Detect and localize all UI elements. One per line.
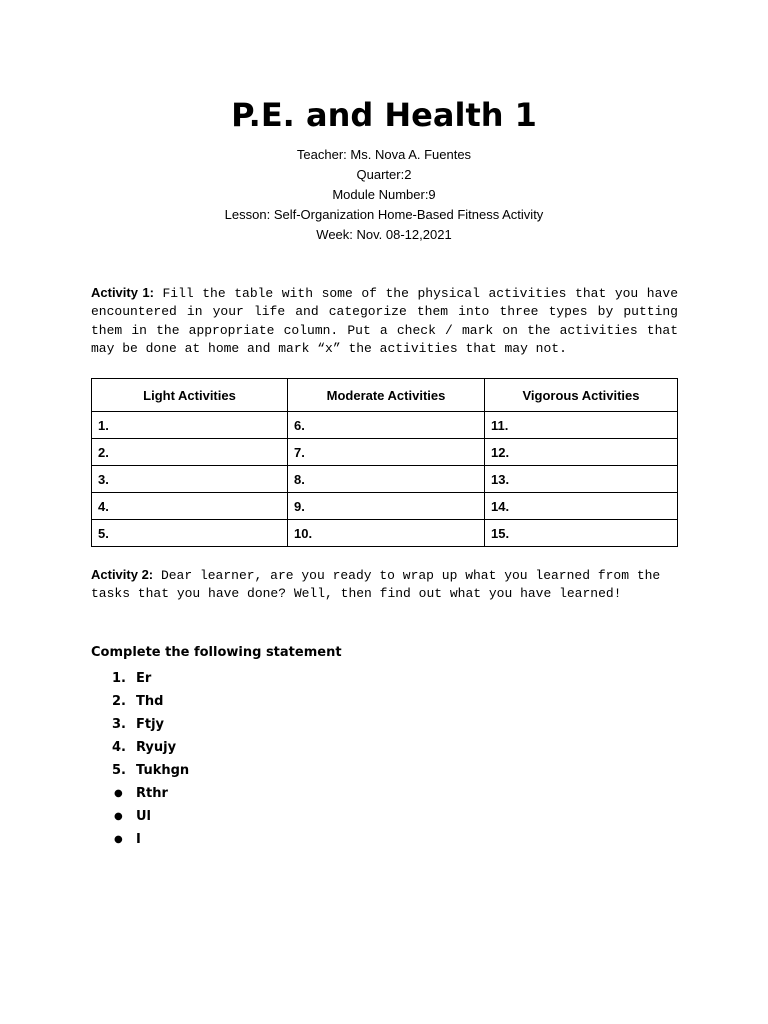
bullet-item-text: Ul (136, 809, 152, 824)
list-item (112, 667, 189, 690)
header-moderate-activities: Moderate Activities (288, 379, 485, 412)
table-cell[interactable]: 11. (485, 412, 678, 439)
bullet-icon: ● (114, 834, 123, 845)
activity-1-paragraph (91, 284, 678, 358)
header-light-activities: Light Activities (92, 379, 288, 412)
bullet-item (112, 805, 189, 828)
table-cell[interactable]: 4. (92, 493, 288, 520)
list-item-text: Ftjy (136, 717, 165, 732)
table-cell[interactable]: 6. (288, 412, 485, 439)
list-item (112, 690, 189, 713)
table-row (92, 439, 678, 466)
table-cell[interactable]: 5. (92, 520, 288, 547)
bullet-item (112, 782, 189, 805)
list-item-text: Er (136, 671, 152, 686)
list-item-text: Ryujy (136, 740, 177, 755)
table-cell[interactable]: 13. (485, 466, 678, 493)
table-cell[interactable]: 3. (92, 466, 288, 493)
activities-table (91, 378, 678, 547)
table-header-row (92, 379, 678, 412)
list-item (112, 759, 189, 782)
list-item-text: Thd (136, 694, 164, 709)
table-cell[interactable]: 15. (485, 520, 678, 547)
list-number: 3. (112, 717, 126, 732)
table-cell[interactable]: 1. (92, 412, 288, 439)
list-number: 5. (112, 763, 126, 778)
table-cell[interactable]: 8. (288, 466, 485, 493)
quarter-line: Quarter:2 (356, 167, 412, 182)
table-row (92, 520, 678, 547)
activity-1-label: Activity 1: (91, 285, 154, 300)
document-title: P.E. and Health 1 (231, 96, 537, 134)
document-meta (0, 145, 768, 245)
activity-2-label: Activity 2: (91, 567, 154, 582)
activity-2-text: Dear learner, are you ready to wrap up what you learned from the tasks that you have done? Well, then find out what you have learned! (91, 568, 661, 602)
list-item (112, 736, 189, 759)
header-vigorous-activities: Vigorous Activities (485, 379, 678, 412)
week-line: Week: Nov. 08-12,2021 (316, 227, 452, 242)
table-row (92, 493, 678, 520)
activity-2-paragraph (91, 566, 691, 604)
table-cell[interactable]: 14. (485, 493, 678, 520)
list-number: 1. (112, 671, 126, 686)
table-row (92, 466, 678, 493)
module-number-line: Module Number:9 (332, 187, 436, 202)
list-number: 2. (112, 694, 126, 709)
list-number: 4. (112, 740, 126, 755)
list-item-text: Tukhgn (136, 763, 190, 778)
table-cell[interactable]: 7. (288, 439, 485, 466)
bullet-item-text: I (136, 832, 141, 847)
statement-list (112, 667, 189, 851)
list-item (112, 713, 189, 736)
table-row (92, 412, 678, 439)
bullet-item-text: Rthr (136, 786, 168, 801)
lesson-line: Lesson: Self-Organization Home-Based Fitness Activity (224, 207, 544, 222)
teacher-line: Teacher: Ms. Nova A. Fuentes (296, 147, 472, 162)
activity-1-text: Fill the table with some of the physical activities that you have encountered in your life and categorize them into three types by putting them in the appropriate column. Put a check / mark on the activities that may be done at home and mark “x” the activities that may not. (91, 286, 678, 356)
bullet-item (112, 828, 189, 851)
table-cell[interactable]: 12. (485, 439, 678, 466)
statement-heading: Complete the following statement (91, 645, 342, 660)
bullet-icon: ● (114, 811, 123, 822)
bullet-icon: ● (114, 788, 123, 799)
table-cell[interactable]: 10. (288, 520, 485, 547)
table-cell[interactable]: 9. (288, 493, 485, 520)
table-cell[interactable]: 2. (92, 439, 288, 466)
